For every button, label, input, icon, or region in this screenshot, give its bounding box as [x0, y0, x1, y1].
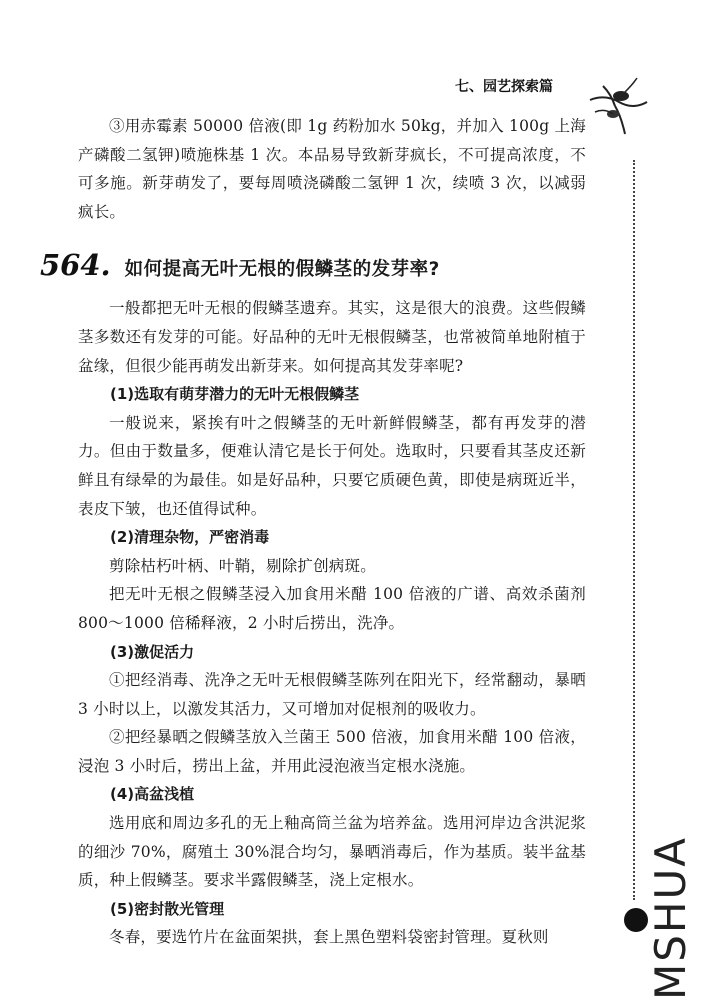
question-title [40, 248, 586, 282]
section-paragraph: ①把经消毒、洗净之无叶无根假鳞茎陈列在阳光下，经常翻动，暴晒 3 小时以上，以激发其活力，又可增加对促根剂的吸收力。 [78, 671, 586, 718]
section-paragraph: 冬春，要选竹片在盆面架拱，套上黑色塑料袋密封管理。夏秋则 [109, 928, 549, 947]
section-heading: (5)密封散光管理 [110, 899, 225, 918]
page-body [40, 112, 586, 952]
page-marker-dot [624, 908, 648, 932]
section-heading: (1)选取有萌芽潜力的无叶无根假鳞茎 [110, 385, 360, 404]
question-intro: 一般都把无叶无根的假鳞茎遗弃。其实，这是很大的浪费。这些假鳞茎多数还有发芽的可能。好品种的无叶无根假鳞茎，也常被简单地附植于盆缘，但很少能再萌发出新芽来。如何提高其发芽率呢? [78, 299, 586, 375]
section-paragraph: 一般说来，紧挨有叶之假鳞茎的无叶新鲜假鳞茎，都有再发芽的潜力。但由于数量多，便难认清它是长于何处。选取时，只要看其茎皮还新鲜且有绿晕的为最佳。如是好品种，只要它质硬色黄，即使是病斑近半，表皮下皱，也还值得试种。 [78, 413, 586, 518]
running-header: 七、园艺探索篇 [455, 79, 553, 95]
question-number: 564. [40, 248, 111, 283]
orchid-decoration-icon [585, 72, 655, 142]
section-paragraph: 选用底和周边多孔的无上釉高筒兰盆为培养盆。选用河岸边含洪泥浆的细沙 70%，腐殖土 30%混合均匀，暴晒消毒后，作为基质。装半盆基质，种上假鳞茎。要求半露假鳞茎，浇上定根水。 [78, 814, 586, 890]
margin-dotted-line [633, 160, 635, 900]
section-paragraph: 剪除枯朽叶柄、叶鞘，剔除扩创病斑。 [109, 556, 376, 575]
intro-paragraph: ③用赤霉素 50000 倍液(即 1g 药粉加水 50kg，并加入 100g 上海产磷酸二氢钾)喷施株基 1 次。本品易导致新芽疯长，不可提高浓度，不可多施。新芽萌发了，要每周喷浇磷酸二氢钾 1 次，续喷 3 次，以减弱疯长。 [78, 117, 586, 221]
section-paragraph: ②把经暴晒之假鳞茎放入兰菌王 500 倍液，加食用米醋 100 倍液，浸泡 3 小时后，捞出上盆，并用此浸泡液当定根水浇施。 [78, 728, 586, 775]
watermark: MSHUA [646, 836, 695, 1000]
section-heading: (3)激促活力 [110, 642, 195, 661]
section-heading: (2)清理杂物，严密消毒 [110, 528, 270, 547]
section-paragraph: 把无叶无根之假鳞茎浸入加食用米醋 100 倍液的广谱、高效杀菌剂 800～1000 倍稀释液，2 小时后捞出，洗净。 [78, 585, 586, 632]
question-text: 如何提高无叶无根的假鳞茎的发芽率? [124, 259, 440, 281]
section-heading: (4)高盆浅植 [110, 785, 195, 804]
